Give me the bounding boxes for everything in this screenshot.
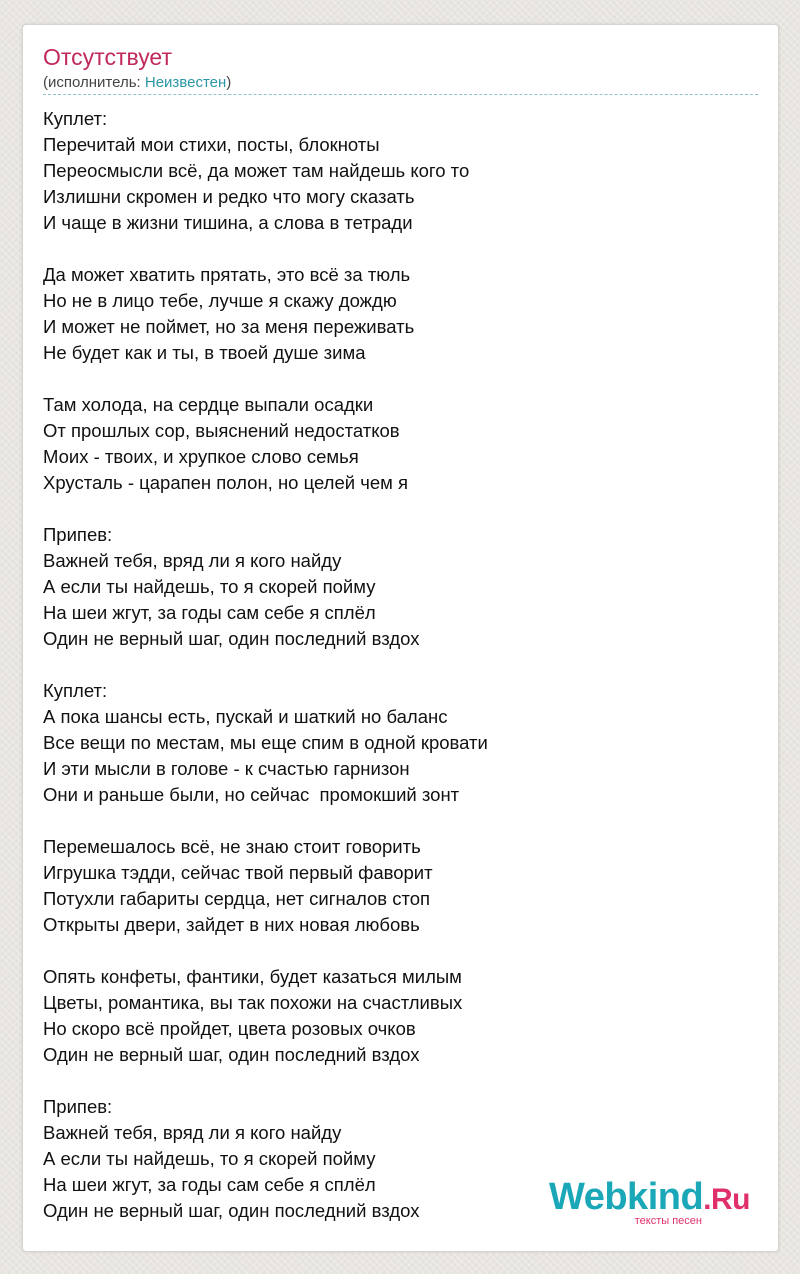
lyric-line: Они и раньше были, но сейчас промокший зонт [43,784,460,805]
lyric-line: Один не верный шаг, один последний вздох [43,628,420,649]
lyric-line: Куплет: [43,108,108,129]
song-title: Отсутствует [43,44,172,70]
logo-tagline: тексты песен [634,1215,702,1227]
lyric-line: Хрусталь - царапен полон, но целей чем я [43,472,409,493]
lyric-line: И эти мысли в голове - к счастью гарнизон [43,758,410,779]
lyric-line: Но скоро всё пройдет, цвета розовых очков [43,1018,416,1039]
artist-prefix: (исполнитель: [43,74,145,91]
lyric-line: Опять конфеты, фантики, будет казаться милым [43,966,462,987]
lyric-line: Не будет как и ты, в твоей душе зима [43,342,366,363]
lyric-blank-line [43,236,758,262]
lyric-line: Излишни скромен и редко что могу сказать [43,186,415,207]
lyric-line: На шеи жгут, за годы сам себе я сплёл [43,1174,376,1195]
lyric-line: Все вещи по местам, мы еще спим в одной кровати [43,732,488,753]
lyrics-card [22,24,779,1252]
lyric-line: Да может хватить прятать, это всё за тюль [43,264,411,285]
lyric-blank-line [43,366,758,392]
lyric-line: А если ты найдешь, то я скорей пойму [43,576,376,597]
lyric-line: И может не поймет, но за меня переживать [43,316,415,337]
lyric-line: Там холода, на сердце выпали осадки [43,394,374,415]
logo-wordmark [549,1178,750,1219]
lyric-line: Перечитай мои стихи, посты, блокноты [43,134,380,155]
lyric-line: И чаще в жизни тишина, а слова в тетради [43,212,413,233]
lyric-line: Игрушка тэдди, сейчас твой первый фаворит [43,862,433,883]
lyric-line: Куплет: [43,680,108,701]
lyric-line: Цветы, романтика, вы так похожи на счастливых [43,992,463,1013]
lyric-line: Важней тебя, вряд ли я кого найду [43,1122,342,1143]
lyric-blank-line [43,1068,758,1094]
logo-domain-text: .Ru [703,1183,750,1216]
lyric-line: Открыты двери, зайдет в них новая любовь [43,914,420,935]
lyric-line: На шеи жгут, за годы сам себе я сплёл [43,602,376,623]
lyric-line: Один не верный шаг, один последний вздох [43,1044,420,1065]
lyric-line: Перемешалось всё, не знаю стоит говорить [43,836,421,857]
lyrics-text [43,106,758,1224]
artist-line [43,73,231,93]
lyric-blank-line [43,808,758,834]
lyric-line: Потухли габариты сердца, нет сигналов стоп [43,888,431,909]
lyric-line: Переосмысли всё, да может там найдешь кого то [43,160,470,181]
lyric-line: Припев: [43,1096,113,1117]
lyric-blank-line [43,496,758,522]
lyric-line: Моих - твоих, и хрупкое слово семья [43,446,359,467]
artist-suffix: ) [226,74,232,91]
lyric-line: Но не в лицо тебе, лучше я скажу дождю [43,290,397,311]
lyric-blank-line [43,652,758,678]
logo-main-text: Webkind [549,1176,704,1218]
lyric-line: Важней тебя, вряд ли я кого найду [43,550,342,571]
lyric-line: А если ты найдешь, то я скорей пойму [43,1148,376,1169]
lyric-line: А пока шансы есть, пускай и шаткий но баланс [43,706,448,727]
divider [43,94,758,95]
site-logo[interactable] [549,1178,750,1227]
lyric-line: От прошлых сор, выяснений недостатков [43,420,400,441]
artist-link[interactable]: Неизвестен [144,74,227,91]
lyric-line: Припев: [43,524,113,545]
lyric-blank-line [43,938,758,964]
lyric-line: Один не верный шаг, один последний вздох [43,1200,420,1221]
